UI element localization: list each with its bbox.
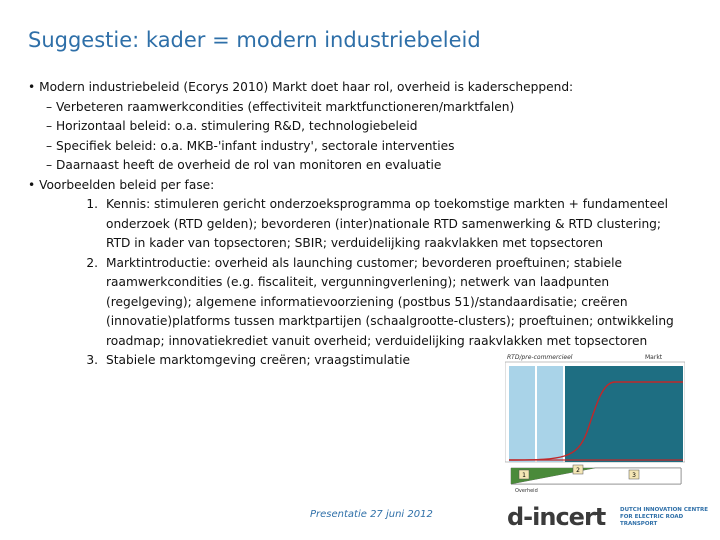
item-number: 3.: [86, 353, 98, 367]
phase-rtd-area: [509, 366, 535, 462]
phase-market-area: [565, 366, 683, 462]
item-line: RTD in kader van topsectoren; SBIR; verduidelijking raakvlakken met topsectoren: [106, 236, 603, 250]
bullet-voorbeelden: • Voorbeelden beleid per fase:: [28, 177, 215, 192]
numbered-item-2: [28, 254, 708, 352]
sub-bullet-raamwerkcondities: – Verbeteren raamwerkcondities (effectiviteit marktfunctioneren/marktfalen): [46, 99, 515, 114]
dincert-logo: d-incert: [507, 503, 606, 531]
phase-2-label: 2: [576, 467, 580, 474]
logo-tagline: DUTCH INNOVATION CENTRE FOR ELECTRIC ROAD TRANSPORT: [620, 507, 708, 527]
figure-label-markt: Markt: [645, 354, 663, 361]
phase-diagram: [505, 352, 685, 500]
footer-date: Presentatie 27 juni 2012: [310, 509, 433, 520]
item-line: Stabiele marktomgeving creëren; vraagstimulatie: [106, 353, 410, 367]
sub-bullet-monitoren: – Daarnaast heeft de overheid de rol van monitoren en evaluatie: [46, 158, 442, 172]
item-number: 1.: [86, 197, 98, 211]
item-number: 2.: [86, 255, 98, 270]
item-line: Kennis: stimuleren gericht onderzoeksprogramma op toekomstige markten + fundamenteel: [106, 197, 668, 211]
item-line: raamwerkcondities (e.g. fiscaliteit, vergunningverlening); netwerk van laadpunten: [106, 275, 610, 289]
numbered-item-1: [28, 195, 708, 254]
phase-3-label: 3: [632, 472, 636, 479]
figure-label-rtd: RTD/pre-commercieel: [507, 354, 573, 361]
phase-1-label: 1: [522, 472, 526, 479]
phase-rtd-area-2: [537, 366, 563, 462]
slide-body: [28, 78, 708, 371]
bullet-modern-industriebeleid: • Modern industriebeleid (Ecorys 2010) Markt doet haar rol, overheid is kaderscheppend:: [28, 80, 574, 94]
sub-bullet-specifiek-beleid: – Specifiek beleid: o.a. MKB-'infant industry', sectorale interventies: [46, 138, 455, 153]
item-line: (regelgeving); algemene informatievoorziening (postbus 51)/standaardisatie; creëren: [106, 294, 628, 309]
item-line: (innovatie)platforms tussen marktpartijen (schaalgrootte-clusters); proeftuinen; ontwikkeling: [106, 314, 674, 328]
item-line: roadmap; innovatiekrediet vanuit overheid; verduidelijking raakvlakken met topsectoren: [106, 333, 648, 348]
slide-title: Suggestie: kader = modern industriebeleid: [28, 28, 481, 52]
item-line: onderzoek (RTD gelden); bevorderen (inter)nationale RTD samenwerking & RTD clustering;: [106, 216, 662, 231]
figure-label-overheid: Overheid: [515, 488, 538, 494]
sub-bullet-horizontaal-beleid: – Horizontaal beleid: o.a. stimulering R&D, technologiebeleid: [46, 119, 418, 133]
item-line: Marktintroductie: overheid als launching customer; bevorderen proeftuinen; stabiele: [106, 255, 623, 270]
